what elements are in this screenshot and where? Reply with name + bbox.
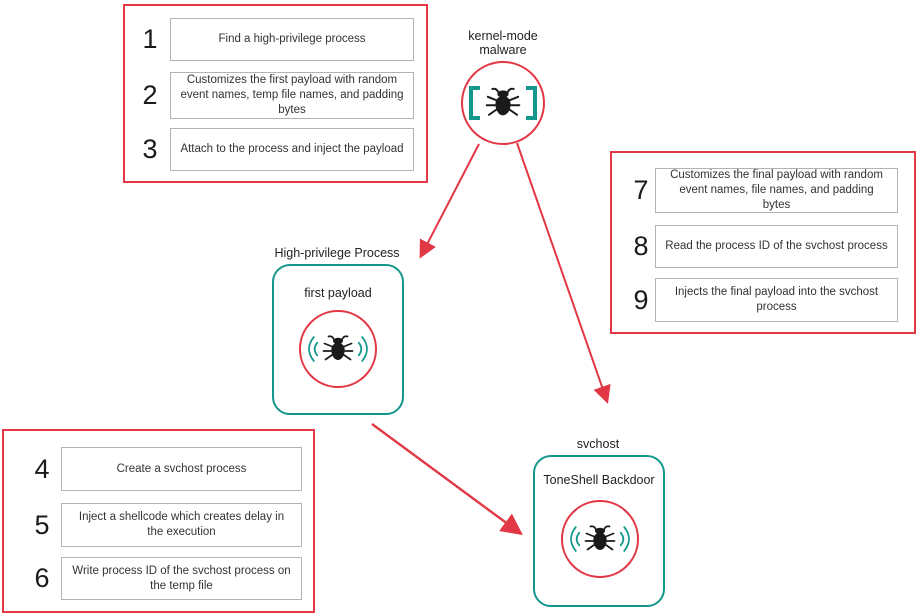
kernel-malware-label: kernel-mode malware bbox=[468, 29, 538, 58]
step-group-1-3 bbox=[123, 4, 428, 183]
bracket-right-icon bbox=[526, 86, 537, 120]
step-box bbox=[61, 447, 302, 491]
bug-icon bbox=[485, 85, 521, 121]
backdoor-circle bbox=[561, 500, 639, 578]
step-number: 8 bbox=[633, 231, 649, 261]
step-box bbox=[655, 168, 898, 213]
step-text: Attach to the process and inject the payload bbox=[180, 143, 404, 156]
step-text: Customizes the first payload with random event names, temp file names, and padding bytes bbox=[180, 74, 404, 116]
step-box bbox=[655, 225, 898, 268]
signal-waves-left-icon bbox=[566, 523, 580, 555]
step-box bbox=[170, 18, 414, 61]
step-number: 2 bbox=[142, 80, 158, 110]
high-privilege-label: High-privilege Process bbox=[274, 246, 400, 260]
step-number: 7 bbox=[633, 175, 649, 205]
bracket-left-icon bbox=[469, 86, 480, 120]
step-number: 3 bbox=[142, 134, 158, 164]
step-box bbox=[61, 503, 302, 547]
step-text: Write process ID of the svchost process on the temp file bbox=[72, 564, 291, 592]
step-number: 1 bbox=[142, 24, 158, 54]
step-text: Injects the final payload into the svchost process bbox=[674, 286, 879, 313]
svchost-box bbox=[533, 455, 665, 607]
step-text: Find a high-privilege process bbox=[218, 33, 366, 46]
signal-waves-right-icon bbox=[620, 523, 634, 555]
step-text: Customizes the final payload with random event names, file names, and padding bytes bbox=[670, 169, 883, 211]
arrow-highprivilege-to-svchost bbox=[372, 424, 520, 533]
step-number: 6 bbox=[34, 563, 50, 593]
step-text: Read the process ID of the svchost process bbox=[665, 240, 888, 253]
high-privilege-box bbox=[272, 264, 404, 415]
step-number: 9 bbox=[633, 284, 649, 315]
bug-icon bbox=[322, 333, 354, 365]
toneshell-backdoor-label: ToneShell Backdoor bbox=[543, 473, 655, 487]
step-group-4-6 bbox=[2, 429, 315, 613]
step-text: Inject a shellcode which creates delay in the execution bbox=[78, 511, 285, 538]
step-box bbox=[170, 128, 414, 171]
step-number: 5 bbox=[34, 509, 50, 540]
svchost-label: svchost bbox=[576, 437, 620, 451]
step-box bbox=[61, 557, 302, 600]
step-text: Create a svchost process bbox=[116, 462, 247, 475]
signal-waves-right-icon bbox=[358, 333, 372, 365]
step-number: 4 bbox=[34, 453, 50, 484]
signal-waves-left-icon bbox=[304, 333, 318, 365]
arrow-kernel-to-highprivilege bbox=[421, 144, 479, 256]
bug-icon bbox=[584, 523, 616, 555]
arrow-kernel-to-svchost bbox=[517, 143, 607, 401]
payload-circle bbox=[299, 310, 377, 388]
first-payload-label: first payload bbox=[304, 286, 372, 300]
step-box bbox=[170, 72, 414, 119]
kernel-malware-circle bbox=[461, 61, 545, 145]
step-box bbox=[655, 278, 898, 322]
step-group-7-9 bbox=[610, 151, 916, 334]
